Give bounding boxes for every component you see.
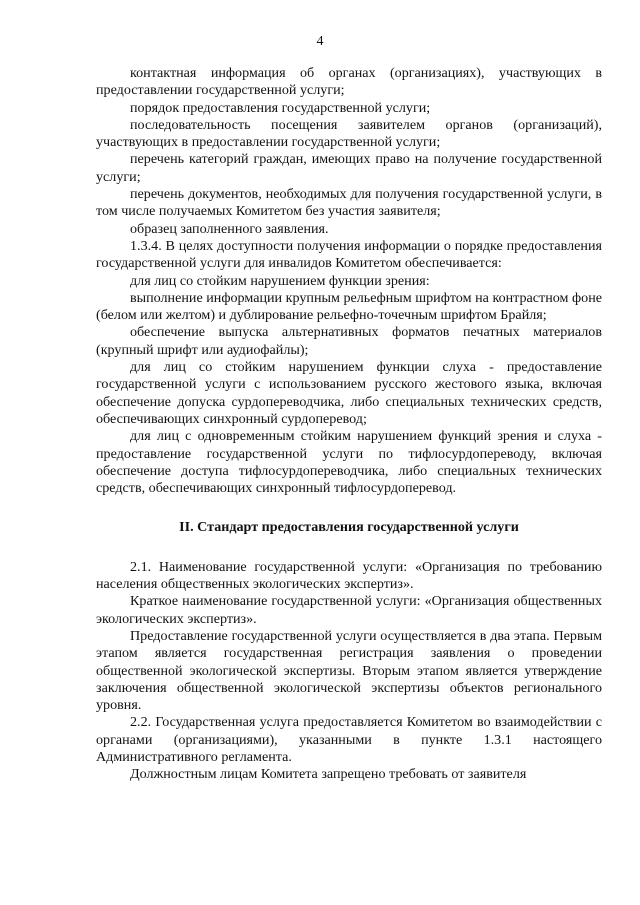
page-number: 4 — [316, 34, 324, 49]
paragraph: образец заполненного заявления. — [130, 220, 329, 237]
paragraph-clause-2-1: 2.1. Наименование государственной услуги: «Организация по требованию населения общественных экологических экспертиз». — [96, 558, 602, 593]
paragraph: порядок предоставления государственной услуги; — [130, 99, 431, 116]
paragraph: для лиц со стойким нарушением функции слуха - предоставление государственной услуги с использованием русского жестового языка, включая обеспечение допуска сурдопереводчика, либо специальных технических средств, обеспечивающих синхронный сурдоперевод; — [96, 359, 602, 427]
paragraph-clause-2-2: 2.2. Государственная услуга предоставляется Комитетом во взаимодействии с органами (организациями), указанными в пункте 1.3.1 настоящего Административного регламента. — [96, 714, 602, 765]
paragraph-clause-1-3-4: 1.3.4. В целях доступности получения информации о порядке предоставления государственной услуги для инвалидов Комитетом обеспечивается: — [96, 237, 602, 272]
section-heading: II. Стандарт предоставления государственной услуги — [179, 519, 519, 536]
paragraph: Предоставление государственной услуги осуществляется в два этапа. Первым этапом является государственная регистрация заявления о проведении общественной экологической экспертизы. Вторым этапом является утверждение заключения общественной экологической экспертизы объектов регионального уровня. — [96, 627, 602, 714]
paragraph: Должностным лицам Комитета запрещено требовать от заявителя — [130, 766, 527, 783]
paragraph: контактная информация об органах (организациях), участвующих в предоставлении государственной услуги; — [96, 65, 602, 99]
paragraph: выполнение информации крупным рельефным шрифтом на контрастном фоне (белом или желтом) и дублирование рельефно-точечным шрифтом Брайля; — [96, 289, 602, 324]
paragraph: последовательность посещения заявителем органов (организаций), участвующих в предоставлении государственной услуги; — [96, 116, 602, 151]
paragraph: обеспечение выпуска альтернативных форматов печатных материалов (крупный шрифт или аудиофайлы); — [96, 324, 602, 358]
paragraph: для лиц с одновременным стойким нарушением функций зрения и слуха - предоставление государственной услуги по тифлосурдопереводу, включая обеспечение доступа тифлосурдопереводчика, либо специальных технических средств, обеспечивающих синхронный тифлосурдоперевод. — [96, 428, 602, 497]
document-body — [96, 65, 602, 784]
paragraph: перечень документов, необходимых для получения государственной услуги, в том числе получаемых Комитетом без участия заявителя; — [96, 186, 602, 220]
paragraph: для лиц со стойким нарушением функции зрения: — [130, 272, 430, 289]
paragraph: перечень категорий граждан, имеющих право на получение государственной услуги; — [96, 151, 602, 185]
paragraph: Краткое наименование государственной услуги: «Организация общественных экологических экспертиз». — [96, 593, 602, 627]
